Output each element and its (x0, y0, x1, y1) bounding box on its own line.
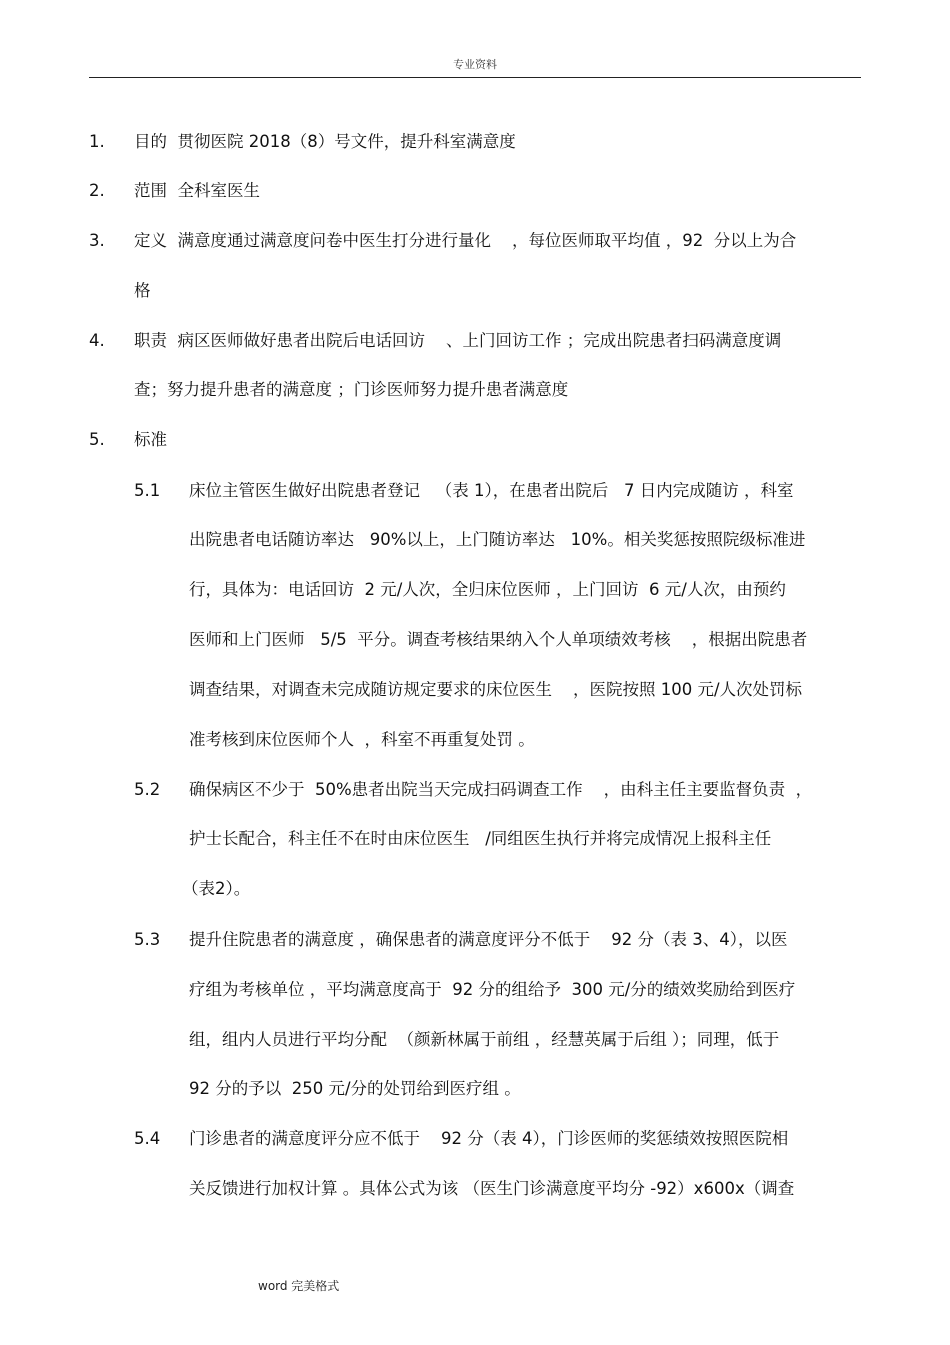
header-divider (89, 77, 861, 78)
item-number: 2. (89, 181, 105, 200)
subitem-number: 5.2 (134, 780, 161, 799)
subitem-line: 确保病区不少于 50%患者出院当天完成扫码调查工作 ，由科主任主要监督负责 ， (189, 780, 813, 799)
subitem-line: 准考核到床位医师个人 ，科室不再重复处罚 。 (189, 730, 535, 749)
subitem-number: 5.1 (134, 481, 161, 500)
subitem-line: 医师和上门医师 5/5 平分。调查考核结果纳入个人单项绩效考核 ，根据出院患者 (189, 630, 808, 649)
subitem-line: 行，具体为：电话回访 2 元/人次，全归床位医师 ，上门回访 6 元/人次，由预约 (189, 580, 786, 599)
subitem-line: 关反馈进行加权计算 。具体公式为该 （医生门诊满意度平均分 -92）x600x（调查 (189, 1179, 795, 1198)
page-header-title: 专业资料 (453, 58, 497, 71)
item-text-scope: 范围 全科室医生 (134, 181, 260, 200)
subitem-line: 组，组内人员进行平均分配 （颜新林属于前组 ，经慧英属于后组 ）；同理，低于 (189, 1030, 780, 1049)
subitem-line: 床位主管医生做好出院患者登记 （表 1），在患者出院后 7 日内完成随访 ，科室 (189, 481, 794, 500)
subitem-number: 5.3 (134, 930, 161, 949)
item-text-definition-cont: 格 (134, 281, 151, 300)
subitem-line: 疗组为考核单位 ，平均满意度高于 92 分的组给予 300 元/分的绩效奖励给到医疗 (189, 980, 796, 999)
subitem-line: 92 分的予以 250 元/分的处罚给到医疗组 。 (189, 1079, 521, 1098)
subitem-line: 调查结果，对调查未完成随访规定要求的床位医生 ，医院按照 100 元/人次处罚标 (189, 680, 803, 699)
item-text-duty: 职责 病区医师做好患者出院后电话回访 、上门回访工作 ；完成出院患者扫码满意度调 (134, 331, 782, 350)
item-number: 5. (89, 430, 105, 449)
subitem-line: 出院患者电话随访率达 90%以上，上门随访率达 10%。相关奖惩按照院级标准进 (189, 530, 806, 549)
item-number: 1. (89, 132, 105, 151)
subitem-line: 提升住院患者的满意度 ，确保患者的满意度评分不低于 92 分（表 3、4），以医 (189, 930, 788, 949)
subitem-line: 护士长配合，科主任不在时由床位医生 /同组医生执行并将完成情况上报科主任 (189, 829, 772, 848)
item-text-standard: 标准 (134, 430, 167, 449)
item-number: 3. (89, 231, 105, 250)
page-footer: word 完美格式 (258, 1279, 340, 1293)
item-text-definition: 定义 满意度通过满意度问卷中医生打分进行量化 ，每位医师取平均值 ，92 分以上为合 (134, 231, 797, 250)
item-number: 4. (89, 331, 105, 350)
subitem-line: 门诊患者的满意度评分应不低于 92 分（表 4），门诊医师的奖惩绩效按照医院相 (189, 1129, 789, 1148)
item-text-purpose: 目的 贯彻医院 2018（8）号文件，提升科室满意度 (134, 132, 516, 151)
item-text-duty-cont: 查；努力提升患者的满意度 ；门诊医师努力提升患者满意度 (134, 380, 569, 399)
subitem-number: 5.4 (134, 1129, 161, 1148)
subitem-line: （表2）。 (182, 879, 251, 898)
